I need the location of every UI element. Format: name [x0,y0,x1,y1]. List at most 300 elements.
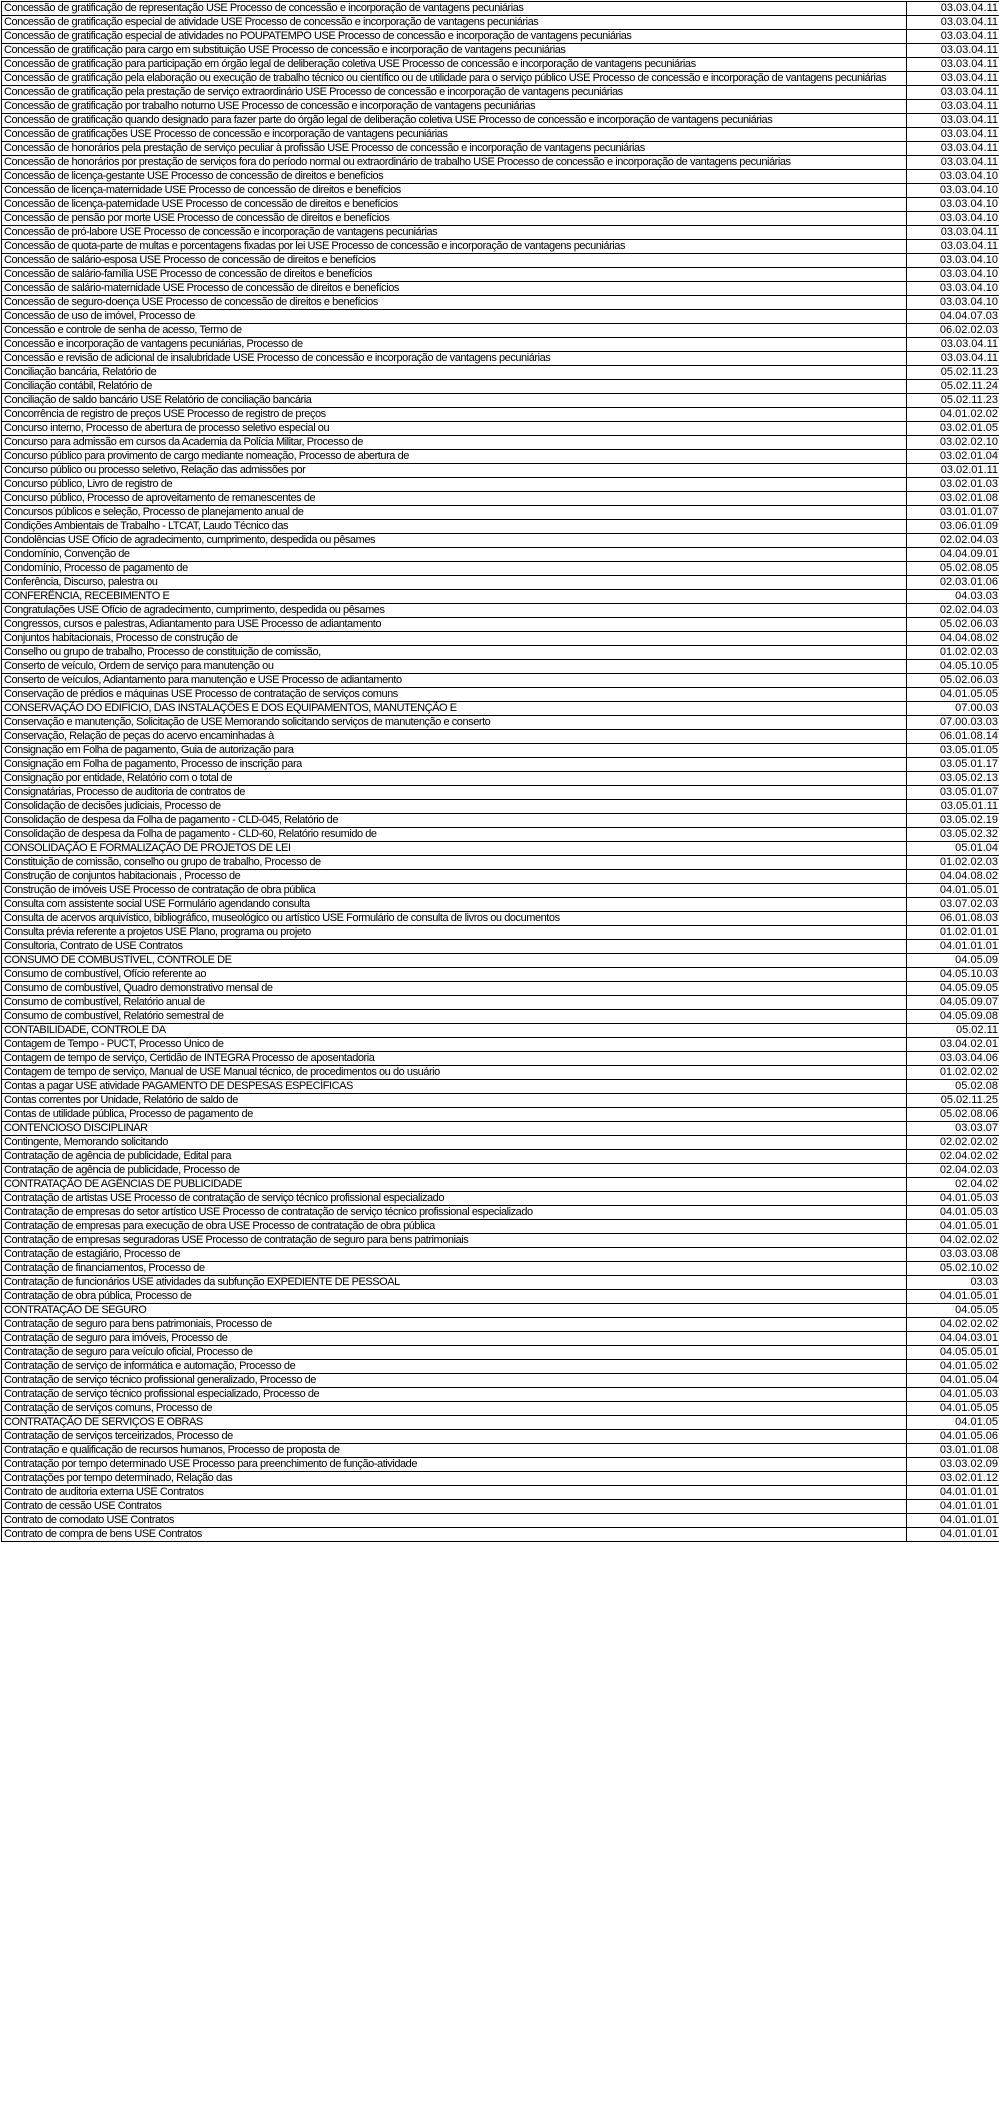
classification-code: 03.03.04.10 [907,212,999,226]
index-term: Consumo de combustível, Relatório semestral de [2,1010,907,1024]
index-row [2,464,999,478]
index-term: Concessão de honorários por prestação de serviços fora do período normal ou extraordinário de trabalho USE Processo de concessão e incorporação de vantagens pecuniárias [2,156,907,170]
classification-code: 02.03.01.06 [907,576,999,590]
classification-code: 04.04.03.01 [907,1332,999,1346]
index-row [2,1458,999,1472]
index-row [2,338,999,352]
classification-code: 04.04.08.02 [907,870,999,884]
classification-code: 01.02.02.03 [907,856,999,870]
index-term: Consignação por entidade, Relatório com o total de [2,772,907,786]
index-term: Consultoria, Contrato de USE Contratos [2,940,907,954]
index-row [2,240,999,254]
index-row [2,1010,999,1024]
index-row [2,1304,999,1318]
classification-code: 05.02.11.23 [907,394,999,408]
index-row [2,142,999,156]
index-row [2,758,999,772]
index-term: Consignatárias, Processo de auditoria de contratos de [2,786,907,800]
index-term: Conservação e manutenção, Solicitação de USE Memorando solicitando serviços de manutenção e conserto [2,716,907,730]
index-table [1,1,999,1542]
index-term: CONTRATAÇÃO DE SERVIÇOS E OBRAS [2,1416,907,1430]
classification-code: 04.01.02.02 [907,408,999,422]
index-term: Contrato de auditoria externa USE Contratos [2,1486,907,1500]
index-term: Consignação em Folha de pagamento, Guia de autorização para [2,744,907,758]
index-term: Contratação de empresas seguradoras USE Processo de contratação de seguro para bens patrimoniais [2,1234,907,1248]
classification-code: 04.01.01.01 [907,1528,999,1542]
index-row [2,1206,999,1220]
classification-code: 04.04.09.01 [907,548,999,562]
index-row [2,1276,999,1290]
classification-code: 03.05.02.32 [907,828,999,842]
index-term: Conserto de veículo, Ordem de serviço para manutenção ou [2,660,907,674]
classification-code: 03.03 [907,1276,999,1290]
index-term: CONSUMO DE COMBUSTÍVEL, CONTROLE DE [2,954,907,968]
index-row [2,212,999,226]
index-row [2,646,999,660]
classification-code: 06.02.02.03 [907,324,999,338]
index-term: Concessão de gratificação especial de atividade USE Processo de concessão e incorporação de vantagens pecuniárias [2,16,907,30]
classification-code: 03.03.04.10 [907,170,999,184]
classification-code: 03.05.01.05 [907,744,999,758]
index-row [2,884,999,898]
index-row [2,1220,999,1234]
index-row [2,44,999,58]
index-term: CONTRATAÇÃO DE AGÊNCIAS DE PUBLICIDADE [2,1178,907,1192]
index-row [2,394,999,408]
index-term: Contas a pagar USE atividade PAGAMENTO DE DESPESAS ESPECÍFICAS [2,1080,907,1094]
index-term: Concessão de salário-família USE Processo de concessão de direitos e benefícios [2,268,907,282]
index-term: Congratulações USE Ofício de agradecimento, cumprimento, despedida ou pêsames [2,604,907,618]
classification-code: 04.05.05 [907,1304,999,1318]
index-term: Contratação de serviços comuns, Processo de [2,1402,907,1416]
classification-code: 03.02.01.12 [907,1472,999,1486]
index-term: Contrato de comodato USE Contratos [2,1514,907,1528]
classification-code: 03.03.04.11 [907,240,999,254]
index-row [2,926,999,940]
index-term: Concessão de pró-labore USE Processo de concessão e incorporação de vantagens pecuniárias [2,226,907,240]
index-row [2,58,999,72]
index-row [2,184,999,198]
classification-code: 04.01.05.01 [907,1220,999,1234]
classification-code: 05.02.06.03 [907,674,999,688]
classification-code: 04.04.07.03 [907,310,999,324]
index-row [2,1150,999,1164]
index-term: Contratação de obra pública, Processo de [2,1290,907,1304]
index-row [2,1472,999,1486]
index-row [2,156,999,170]
index-term: Conciliação bancária, Relatório de [2,366,907,380]
index-term: Concessão e incorporação de vantagens pecuniárias, Processo de [2,338,907,352]
index-row [2,1122,999,1136]
classification-code: 04.01.05.03 [907,1206,999,1220]
index-row [2,198,999,212]
index-row [2,2,999,16]
index-row [2,296,999,310]
index-term: Contagem de Tempo - PUCT, Processo Único de [2,1038,907,1052]
index-term: Concessão de gratificação pela elaboração ou execução de trabalho técnico ou científico ou de utilidade para o serviço público USE Processo de concessão e incorporação de vantagens pecuniárias [2,72,907,86]
index-row [2,1052,999,1066]
index-row [2,1500,999,1514]
classification-code: 03.02.01.04 [907,450,999,464]
classification-code: 03.03.04.11 [907,128,999,142]
index-row [2,1234,999,1248]
index-row [2,1388,999,1402]
index-term: Contagem de tempo de serviço, Manual de USE Manual técnico, de procedimentos ou do usuário [2,1066,907,1080]
classification-code: 03.03.04.11 [907,16,999,30]
index-row [2,702,999,716]
classification-code: 05.02.08.06 [907,1108,999,1122]
index-term: Conservação de prédios e máquinas USE Processo de contratação de serviços comuns [2,688,907,702]
index-row [2,1136,999,1150]
index-row [2,534,999,548]
classification-code: 03.02.01.08 [907,492,999,506]
classification-code: 05.01.04 [907,842,999,856]
index-row [2,996,999,1010]
classification-code: 03.03.04.11 [907,30,999,44]
classification-code: 02.04.02.03 [907,1164,999,1178]
classification-code: 03.03.04.11 [907,142,999,156]
classification-code: 03.05.02.19 [907,814,999,828]
index-term: Conselho ou grupo de trabalho, Processo de constituição de comissão, [2,646,907,660]
index-term: Condições Ambientais de Trabalho - LTCAT, Laudo Técnico das [2,520,907,534]
index-row [2,604,999,618]
index-term: Concurso público, Livro de registro de [2,478,907,492]
index-term: Concessão de gratificação especial de atividades no POUPATEMPO USE Processo de concessão e incorporação de vantagens pecuniárias [2,30,907,44]
classification-code: 04.01.05.04 [907,1374,999,1388]
index-term: CONTENCIOSO DISCIPLINAR [2,1122,907,1136]
index-row [2,870,999,884]
index-row [2,674,999,688]
index-term: Contratação de seguro para imóveis, Processo de [2,1332,907,1346]
index-row [2,1164,999,1178]
index-term: Condomínio, Processo de pagamento de [2,562,907,576]
index-term: Consumo de combustível, Quadro demonstrativo mensal de [2,982,907,996]
index-term: Contratação de serviço de informática e automação, Processo de [2,1360,907,1374]
classification-code: 03.03.07 [907,1122,999,1136]
index-term: Concessão e revisão de adicional de insalubridade USE Processo de concessão e incorporação de vantagens pecuniárias [2,352,907,366]
classification-code: 03.03.04.11 [907,100,999,114]
classification-code: 05.02.11.23 [907,366,999,380]
index-row [2,688,999,702]
classification-code: 04.03.03 [907,590,999,604]
index-term: Conciliação de saldo bancário USE Relatório de conciliação bancária [2,394,907,408]
index-row [2,408,999,422]
index-row [2,30,999,44]
classification-code: 03.06.01.09 [907,520,999,534]
index-term: Concurso público para provimento de cargo mediante nomeação, Processo de abertura de [2,450,907,464]
index-term: Contratação de empresas do setor artístico USE Processo de contratação de serviço técnico profissional especializado [2,1206,907,1220]
classification-code: 03.03.04.11 [907,44,999,58]
index-term: Concessão de gratificação para cargo em substituição USE Processo de concessão e incorporação de vantagens pecuniárias [2,44,907,58]
index-term: Contratação de seguro para veículo oficial, Processo de [2,1346,907,1360]
classification-code: 04.05.09 [907,954,999,968]
index-term: Consulta com assistente social USE Formulário agendando consulta [2,898,907,912]
classification-code: 04.05.09.08 [907,1010,999,1024]
classification-code: 02.02.04.03 [907,604,999,618]
index-term: Contratação de agência de publicidade, Processo de [2,1164,907,1178]
classification-code: 03.01.01.07 [907,506,999,520]
index-term: Construção de conjuntos habitacionais , Processo de [2,870,907,884]
index-row [2,716,999,730]
classification-code: 04.01.05.06 [907,1430,999,1444]
index-document [1,1,998,1542]
classification-code: 01.02.02.02 [907,1066,999,1080]
index-row [2,1486,999,1500]
index-row [2,912,999,926]
classification-code: 03.03.04.11 [907,226,999,240]
index-term: Conserto de veículos, Adiantamento para manutenção e USE Processo de adiantamento [2,674,907,688]
classification-code: 04.05.10.03 [907,968,999,982]
index-row [2,1416,999,1430]
index-row [2,1402,999,1416]
index-row [2,660,999,674]
index-row [2,940,999,954]
index-term: Construção de imóveis USE Processo de contratação de obra pública [2,884,907,898]
index-row [2,1290,999,1304]
classification-code: 04.05.05.01 [907,1346,999,1360]
index-row [2,1374,999,1388]
classification-code: 03.03.04.11 [907,114,999,128]
classification-code: 04.02.02.02 [907,1318,999,1332]
classification-code: 02.02.04.03 [907,534,999,548]
index-row [2,226,999,240]
index-term: Concessão de uso de imóvel, Processo de [2,310,907,324]
index-row [2,786,999,800]
classification-code: 04.04.08.02 [907,632,999,646]
index-term: Concessão de salário-esposa USE Processo de concessão de direitos e benefícios [2,254,907,268]
classification-code: 03.02.01.11 [907,464,999,478]
classification-code: 03.07.02.03 [907,898,999,912]
index-term: Contratação de agência de publicidade, Edital para [2,1150,907,1164]
classification-code: 01.02.01.01 [907,926,999,940]
classification-code: 04.01.05.05 [907,688,999,702]
classification-code: 03.03.04.10 [907,268,999,282]
index-term: Conservação, Relação de peças do acervo encaminhadas à [2,730,907,744]
index-row [2,548,999,562]
classification-code: 03.03.04.10 [907,296,999,310]
index-term: Contas de utilidade pública, Processo de pagamento de [2,1108,907,1122]
index-term: Concessão de licença-gestante USE Processo de concessão de direitos e benefícios [2,170,907,184]
index-term: Conciliação contábil, Relatório de [2,380,907,394]
index-term: Concessão de salário-maternidade USE Processo de concessão de direitos e benefícios [2,282,907,296]
classification-code: 04.01.05 [907,1416,999,1430]
classification-code: 03.03.04.10 [907,184,999,198]
index-row [2,268,999,282]
index-row [2,422,999,436]
index-term: Concursos públicos e seleção, Processo de planejamento anual de [2,506,907,520]
classification-code: 03.05.01.17 [907,758,999,772]
classification-code: 04.01.01.01 [907,1514,999,1528]
index-term: Consolidação de despesa da Folha de pagamento - CLD-60, Relatório resumido de [2,828,907,842]
index-term: Conferência, Discurso, palestra ou [2,576,907,590]
index-row [2,1430,999,1444]
index-term: Concessão de gratificação pela prestação de serviço extraordinário USE Processo de concessão e incorporação de vantagens pecuniárias [2,86,907,100]
index-term: Concessão de gratificação quando designado para fazer parte do órgão legal de deliberação coletiva USE Processo de concessão e incorporação de vantagens pecuniárias [2,114,907,128]
index-row [2,632,999,646]
classification-code: 04.05.09.05 [907,982,999,996]
index-row [2,310,999,324]
index-row [2,1038,999,1052]
classification-code: 03.03.04.10 [907,254,999,268]
index-term: Contas correntes por Unidade, Relatório de saldo de [2,1094,907,1108]
index-term: Concessão de quota-parte de multas e porcentagens fixadas por lei USE Processo de concessão e incorporação de vantagens pecuniárias [2,240,907,254]
index-term: Contingente, Memorando solicitando [2,1136,907,1150]
classification-code: 03.05.01.07 [907,786,999,800]
index-term: Consumo de combustível, Ofício referente ao [2,968,907,982]
index-term: Concurso para admissão em cursos da Academia da Polícia Militar, Processo de [2,436,907,450]
classification-code: 04.01.01.01 [907,1500,999,1514]
index-row [2,1262,999,1276]
classification-code: 03.05.01.11 [907,800,999,814]
index-row [2,842,999,856]
index-term: Consulta de acervos arquivístico, bibliográfico, museológico ou artístico USE Formulário de consulta de livros ou documentos [2,912,907,926]
index-term: Contratação de estagiário, Processo de [2,1248,907,1262]
index-row [2,1332,999,1346]
index-term: Concurso público ou processo seletivo, Relação das admissões por [2,464,907,478]
index-row [2,1528,999,1542]
index-row [2,968,999,982]
index-row [2,436,999,450]
index-term: Constituição de comissão, conselho ou grupo de trabalho, Processo de [2,856,907,870]
classification-code: 04.01.05.03 [907,1388,999,1402]
classification-code: 03.01.01.08 [907,1444,999,1458]
classification-code: 04.01.05.03 [907,1192,999,1206]
index-term: Contrato de cessão USE Contratos [2,1500,907,1514]
index-term: Concessão de gratificações USE Processo de concessão e incorporação de vantagens pecuniárias [2,128,907,142]
index-row [2,520,999,534]
index-row [2,982,999,996]
index-term: Contratação de seguro para bens patrimoniais, Processo de [2,1318,907,1332]
index-row [2,114,999,128]
classification-code: 03.03.03.08 [907,1248,999,1262]
index-row [2,814,999,828]
index-term: Contratação de funcionários USE atividades da subfunção EXPEDIENTE DE PESSOAL [2,1276,907,1290]
index-row [2,1248,999,1262]
classification-code: 03.03.04.11 [907,2,999,16]
classification-code: 03.03.02.09 [907,1458,999,1472]
index-row [2,1024,999,1038]
index-row [2,1360,999,1374]
classification-code: 06.01.08.14 [907,730,999,744]
index-term: Concessão de licença-maternidade USE Processo de concessão de direitos e benefícios [2,184,907,198]
index-term: Contratação de artistas USE Processo de contratação de serviço técnico profissional especializado [2,1192,907,1206]
index-term: Concurso interno, Processo de abertura de processo seletivo especial ou [2,422,907,436]
classification-code: 03.03.04.11 [907,156,999,170]
index-row [2,1346,999,1360]
index-row [2,324,999,338]
index-row [2,100,999,114]
classification-code: 04.01.01.01 [907,1486,999,1500]
index-term: Contratação de serviços terceirizados, Processo de [2,1430,907,1444]
classification-code: 03.03.04.11 [907,58,999,72]
classification-code: 05.02.10.02 [907,1262,999,1276]
classification-code: 03.03.04.10 [907,282,999,296]
classification-code: 04.01.05.05 [907,1402,999,1416]
index-row [2,282,999,296]
classification-code: 04.05.09.07 [907,996,999,1010]
classification-code: 04.01.05.02 [907,1360,999,1374]
index-term: Congressos, cursos e palestras, Adiantamento para USE Processo de adiantamento [2,618,907,632]
index-row [2,898,999,912]
index-term: Concessão de gratificação de representação USE Processo de concessão e incorporação de vantagens pecuniárias [2,2,907,16]
index-row [2,86,999,100]
index-term: Concessão de seguro-doença USE Processo de concessão de direitos e benefícios [2,296,907,310]
index-term: Contratação de empresas para execução de obra USE Processo de contratação de obra pública [2,1220,907,1234]
index-row [2,366,999,380]
index-row [2,618,999,632]
index-row [2,380,999,394]
classification-code: 02.02.02.02 [907,1136,999,1150]
index-row [2,590,999,604]
index-row [2,1318,999,1332]
index-term: Consumo de combustível, Relatório anual de [2,996,907,1010]
index-term: Conjuntos habitacionais, Processo de construção de [2,632,907,646]
classification-code: 05.02.08 [907,1080,999,1094]
index-term: Consignação em Folha de pagamento, Processo de inscrição para [2,758,907,772]
index-term: CONFERÊNCIA, RECEBIMENTO E [2,590,907,604]
index-term: Condomínio, Convenção de [2,548,907,562]
classification-code: 06.01.08.03 [907,912,999,926]
index-term: CONTRATAÇÃO DE SEGURO [2,1304,907,1318]
classification-code: 04.05.10.05 [907,660,999,674]
index-row [2,450,999,464]
index-row [2,492,999,506]
index-row [2,506,999,520]
index-row [2,744,999,758]
index-row [2,16,999,30]
index-term: Concorrência de registro de preços USE Processo de registro de preços [2,408,907,422]
classification-code: 03.05.02.13 [907,772,999,786]
classification-code: 03.04.02.01 [907,1038,999,1052]
index-row [2,800,999,814]
index-row [2,1192,999,1206]
index-row [2,170,999,184]
classification-code: 03.02.02.10 [907,436,999,450]
classification-code: 03.03.04.11 [907,352,999,366]
index-row [2,1108,999,1122]
index-term: Condolências USE Ofício de agradecimento, cumprimento, despedida ou pêsames [2,534,907,548]
index-term: Concurso público, Processo de aproveitamento de remanescentes de [2,492,907,506]
classification-code: 04.01.05.01 [907,1290,999,1304]
index-row [2,1094,999,1108]
classification-code: 03.03.04.11 [907,86,999,100]
index-term: Concessão de gratificação para participação em órgão legal de deliberação coletiva USE Processo de concessão e incorporação de vantagens pecuniárias [2,58,907,72]
index-term: Contratação de serviço técnico profissional especializado, Processo de [2,1388,907,1402]
index-term: Contratação e qualificação de recursos humanos, Processo de proposta de [2,1444,907,1458]
classification-code: 03.02.01.03 [907,478,999,492]
classification-code: 03.03.04.11 [907,338,999,352]
index-table-body [2,2,999,1542]
index-row [2,576,999,590]
index-row [2,828,999,842]
index-term: Contratação de financiamentos, Processo de [2,1262,907,1276]
index-row [2,772,999,786]
classification-code: 03.02.01.05 [907,422,999,436]
index-term: Contrato de compra de bens USE Contratos [2,1528,907,1542]
classification-code: 03.03.04.10 [907,198,999,212]
index-row [2,954,999,968]
classification-code: 04.02.02.02 [907,1234,999,1248]
index-row [2,128,999,142]
index-term: Consolidação de decisões judiciais, Processo de [2,800,907,814]
index-row [2,1066,999,1080]
index-term: CONSOLIDAÇÃO E FORMALIZAÇÃO DE PROJETOS DE LEI [2,842,907,856]
classification-code: 07.00.03.03 [907,716,999,730]
index-term: Concessão e controle de senha de acesso, Termo de [2,324,907,338]
index-term: Concessão de pensão por morte USE Processo de concessão de direitos e benefícios [2,212,907,226]
index-row [2,1080,999,1094]
index-term: Consolidação de despesa da Folha de pagamento - CLD-045, Relatório de [2,814,907,828]
